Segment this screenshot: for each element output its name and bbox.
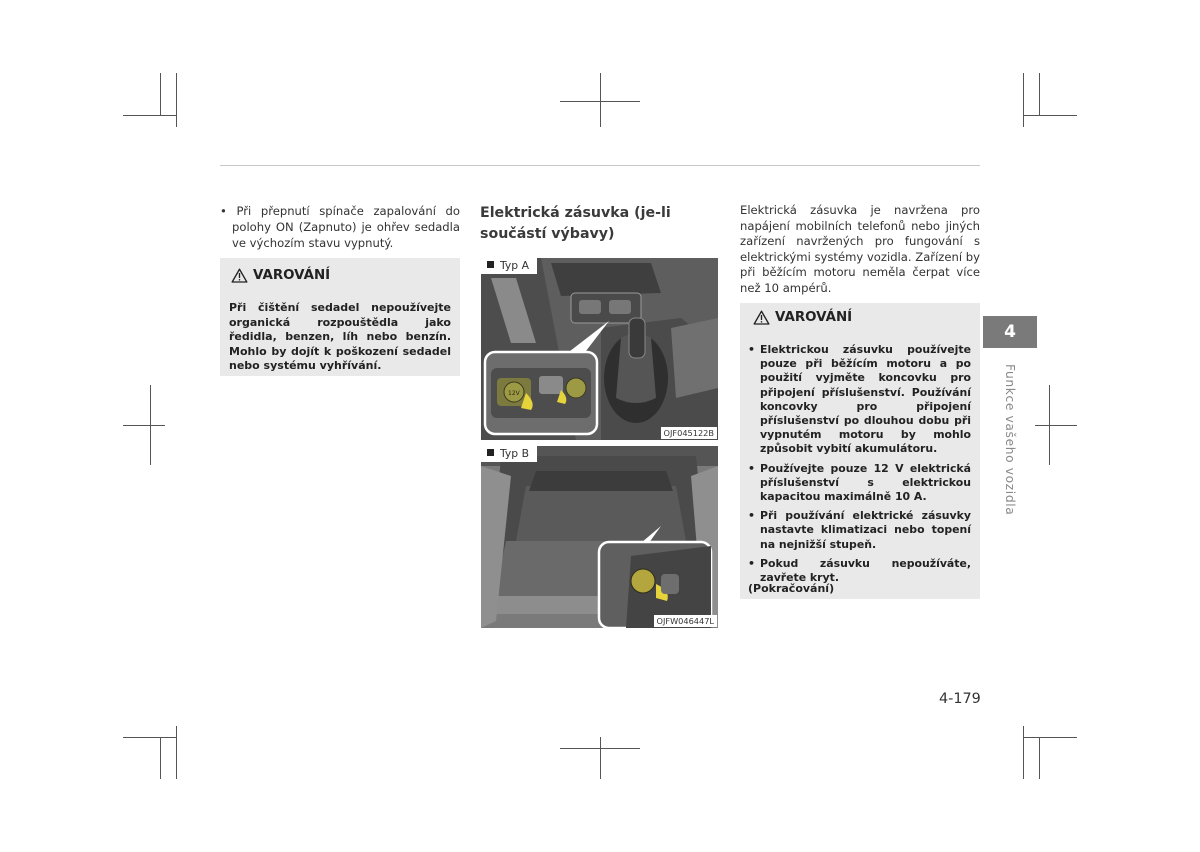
warning-list bbox=[748, 343, 971, 590]
figure-code-a: OJF045122B bbox=[661, 427, 717, 439]
warning-title: VAROVÁNÍ bbox=[775, 310, 853, 325]
figure-label-type-b bbox=[481, 446, 537, 462]
cargo-area-illustration bbox=[481, 446, 718, 628]
chapter-title: Funkce vašeho vozidla bbox=[1003, 364, 1017, 516]
section-heading: Elektrická zásuvka (je-li součástí výbavy) bbox=[480, 205, 671, 242]
bullet-marker: • bbox=[748, 509, 755, 523]
warning-box-seat-cleaning bbox=[220, 258, 460, 376]
bullet-marker: • bbox=[748, 461, 755, 475]
figure-label-type-a bbox=[481, 258, 537, 274]
figure-code-b: OJFW046447L bbox=[654, 615, 717, 627]
continued-note: (Pokračování) bbox=[748, 582, 835, 595]
header-rule bbox=[220, 165, 980, 166]
warning-header bbox=[231, 268, 330, 283]
warning-item bbox=[748, 462, 971, 505]
power-outlet-description: Elektrická zásuvka je navržena pro napájení mobilních telefonů nebo jiných zařízení navržených pro fungování s elektrickými systémy vozidla. Zařízení by při běžícím motoru neměla čerpat více než 10 ampérů. bbox=[740, 203, 980, 295]
bullet-marker: • bbox=[748, 343, 755, 356]
warning-item bbox=[748, 343, 971, 457]
warning-item-text: Používejte pouze 12 V elektrická příslušenství s elektrickou kapacitou maximálně 10 A. bbox=[760, 461, 971, 504]
warning-item bbox=[748, 509, 971, 552]
warning-text: Při čištění sedadel nepoužívejte organická rozpouštědla jako ředidla, benzen, líh nebo benzín. Mohlo by dojít k poškození sedadel nebo systému vyhřívání. bbox=[229, 301, 451, 372]
bullet-marker: • bbox=[748, 556, 755, 570]
warning-triangle-icon bbox=[753, 310, 770, 325]
seat-heating-note bbox=[220, 203, 460, 251]
figure-b-label-text: Typ B bbox=[500, 447, 529, 460]
figure-type-a bbox=[481, 258, 718, 440]
warning-title: VAROVÁNÍ bbox=[253, 268, 331, 283]
bullet-marker: • bbox=[220, 204, 227, 218]
warning-item-text: Elektrickou zásuvku používejte pouze při běžícím motoru a po použití vyjměte koncovku pro připojení příslušenství. Používání koncovky pro připojení příslušenství po dlouhou dobu při vypnutém motoru by mohlo způsobit vybití akumulátoru. bbox=[760, 343, 971, 456]
warning-box-power-outlet bbox=[740, 303, 980, 599]
warning-item-text: Pokud zásuvku nepoužíváte, zavřete kryt. bbox=[760, 556, 971, 585]
svg-text:12V: 12V bbox=[508, 390, 520, 397]
column-1 bbox=[220, 203, 460, 251]
warning-triangle-icon bbox=[231, 268, 248, 283]
warning-item bbox=[748, 557, 971, 585]
chapter-tab: 4 bbox=[983, 316, 1037, 348]
figure-a-label-text: Typ A bbox=[500, 259, 529, 272]
square-bullet-icon bbox=[487, 261, 494, 268]
warning-item-text: Při používání elektrické zásuvky nastavte klimatizaci nebo topení na nejnižší stupeň. bbox=[760, 509, 971, 551]
center-console-illustration bbox=[481, 258, 718, 440]
warning-header bbox=[753, 310, 852, 325]
seat-heating-text: Při přepnutí spínače zapalování do polohy ON (Zapnuto) je ohřev sedadla ve výchozím stavu vypnutý. bbox=[232, 204, 460, 250]
page-number: 4-179 bbox=[939, 691, 981, 707]
square-bullet-icon bbox=[487, 449, 494, 456]
figure-type-b bbox=[481, 446, 718, 628]
